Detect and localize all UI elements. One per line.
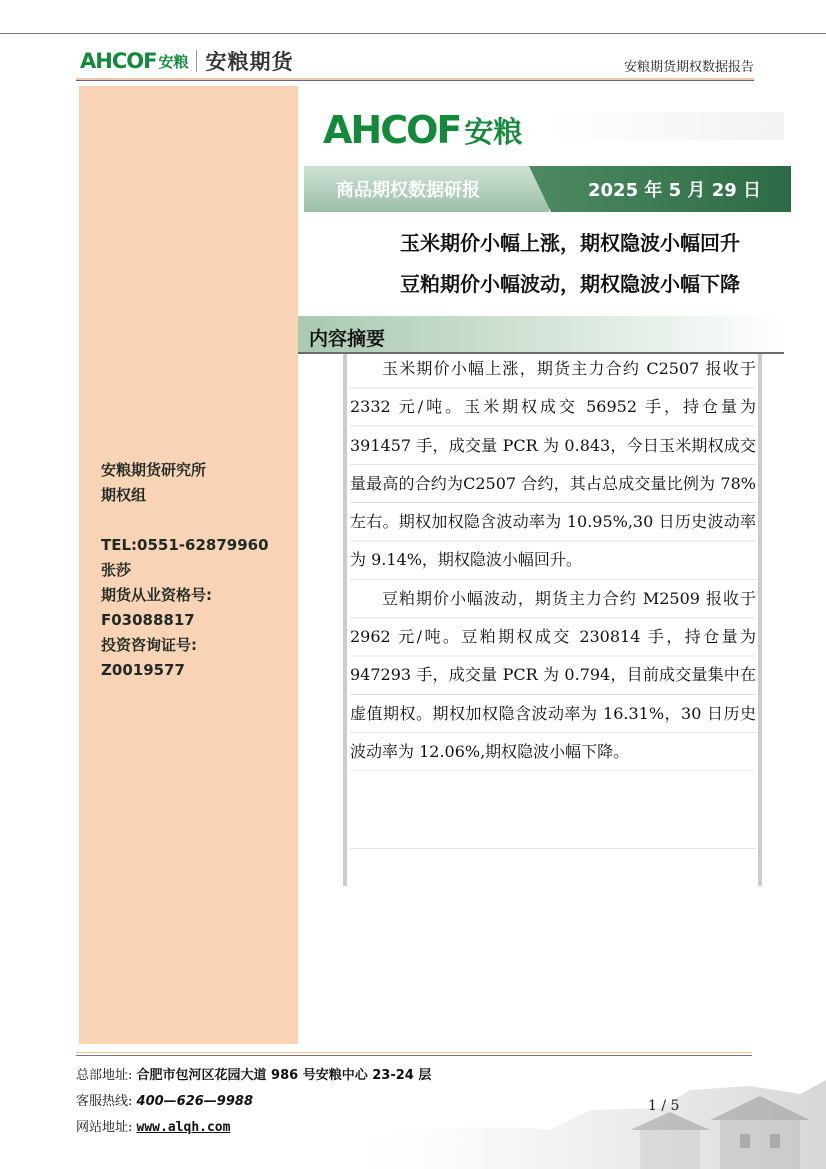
summary-paragraph-corn: 玉米期价小幅上涨，期货主力合约 C2507 报收于 2332 元/吨。玉米期权成交 56952 手，持仓量为 391457 手，成交量 PCR 为 0.843，今日玉米期权成交量最高的合约为C2507 合约，其占总成交量比例为 78%左右。期权加权隐含波动率为 10.95%,30 日历史波动率为 9.14%，期权隐波小幅回升。 bbox=[350, 350, 756, 580]
header-logo bbox=[80, 46, 293, 76]
header-rule-dark bbox=[76, 80, 754, 81]
license-number: F03088817 bbox=[101, 611, 195, 629]
telephone: TEL:0551-62879960 bbox=[101, 536, 269, 554]
advisory-label: 投资咨询证号: bbox=[101, 636, 197, 654]
analyst-contact bbox=[101, 458, 269, 683]
logo-chinese: 安粮 bbox=[158, 52, 189, 71]
headline-corn: 玉米期价小幅上涨，期权隐波小幅回升 bbox=[400, 231, 740, 255]
top-rule bbox=[0, 33, 826, 34]
logo-shade bbox=[548, 112, 784, 140]
summary-left-bar bbox=[343, 354, 347, 886]
report-type: 安粮期货期权数据报告 bbox=[623, 60, 754, 75]
summary-right-bar bbox=[758, 354, 762, 886]
report-date: 2025 年 5 月 29 日 bbox=[588, 180, 762, 201]
address-label: 总部地址: bbox=[76, 1068, 133, 1083]
research-group: 期权组 bbox=[101, 486, 147, 504]
website-link[interactable]: www.alqh.com bbox=[136, 1120, 231, 1135]
company-name: 安粮期货 bbox=[205, 50, 294, 74]
logo-latin: AHCOF bbox=[80, 49, 157, 73]
hotline-label: 客服热线: bbox=[76, 1094, 133, 1109]
main-logo-chinese: 安粮 bbox=[464, 114, 523, 149]
summary-end-rule bbox=[350, 848, 756, 849]
research-org: 安粮期货研究所 bbox=[101, 461, 207, 479]
footer-rule-dark bbox=[76, 1055, 752, 1056]
main-logo-latin: AHCOF bbox=[323, 108, 461, 152]
hotline-value: 400—626—9988 bbox=[136, 1094, 253, 1109]
footer-rule bbox=[76, 1052, 752, 1053]
summary-title: 内容摘要 bbox=[309, 328, 386, 350]
headline-soymeal: 豆粕期价小幅波动，期权隐波小幅下降 bbox=[400, 272, 740, 296]
analyst-name: 张莎 bbox=[101, 561, 132, 579]
license-label: 期货从业资格号: bbox=[101, 586, 212, 604]
footer-website bbox=[76, 1116, 230, 1135]
website-label: 网站地址: bbox=[76, 1120, 133, 1135]
summary-body bbox=[350, 350, 756, 771]
main-logo bbox=[323, 108, 522, 152]
footer-hotline bbox=[76, 1090, 253, 1109]
advisory-number: Z0019577 bbox=[101, 661, 185, 679]
address-value: 合肥市包河区花园大道 986 号安粮中心 23-24 层 bbox=[136, 1068, 432, 1083]
logo-divider bbox=[196, 50, 197, 72]
report-title: 商品期权数据研报 bbox=[336, 180, 480, 201]
summary-paragraph-soymeal: 豆粕期价小幅波动，期货主力合约 M2509 报收于 2962 元/吨。豆粕期权成交 230814 手，持仓量为 947293 手，成交量 PCR 为 0.794，目前成交量集中在虚值期权。期权加权隐含波动率为 16.31%，30 日历史波动率为 12.06%,期权隐波小幅下降。 bbox=[350, 580, 756, 771]
footer-address bbox=[76, 1064, 431, 1083]
page-number: 1 / 5 bbox=[648, 1098, 680, 1114]
